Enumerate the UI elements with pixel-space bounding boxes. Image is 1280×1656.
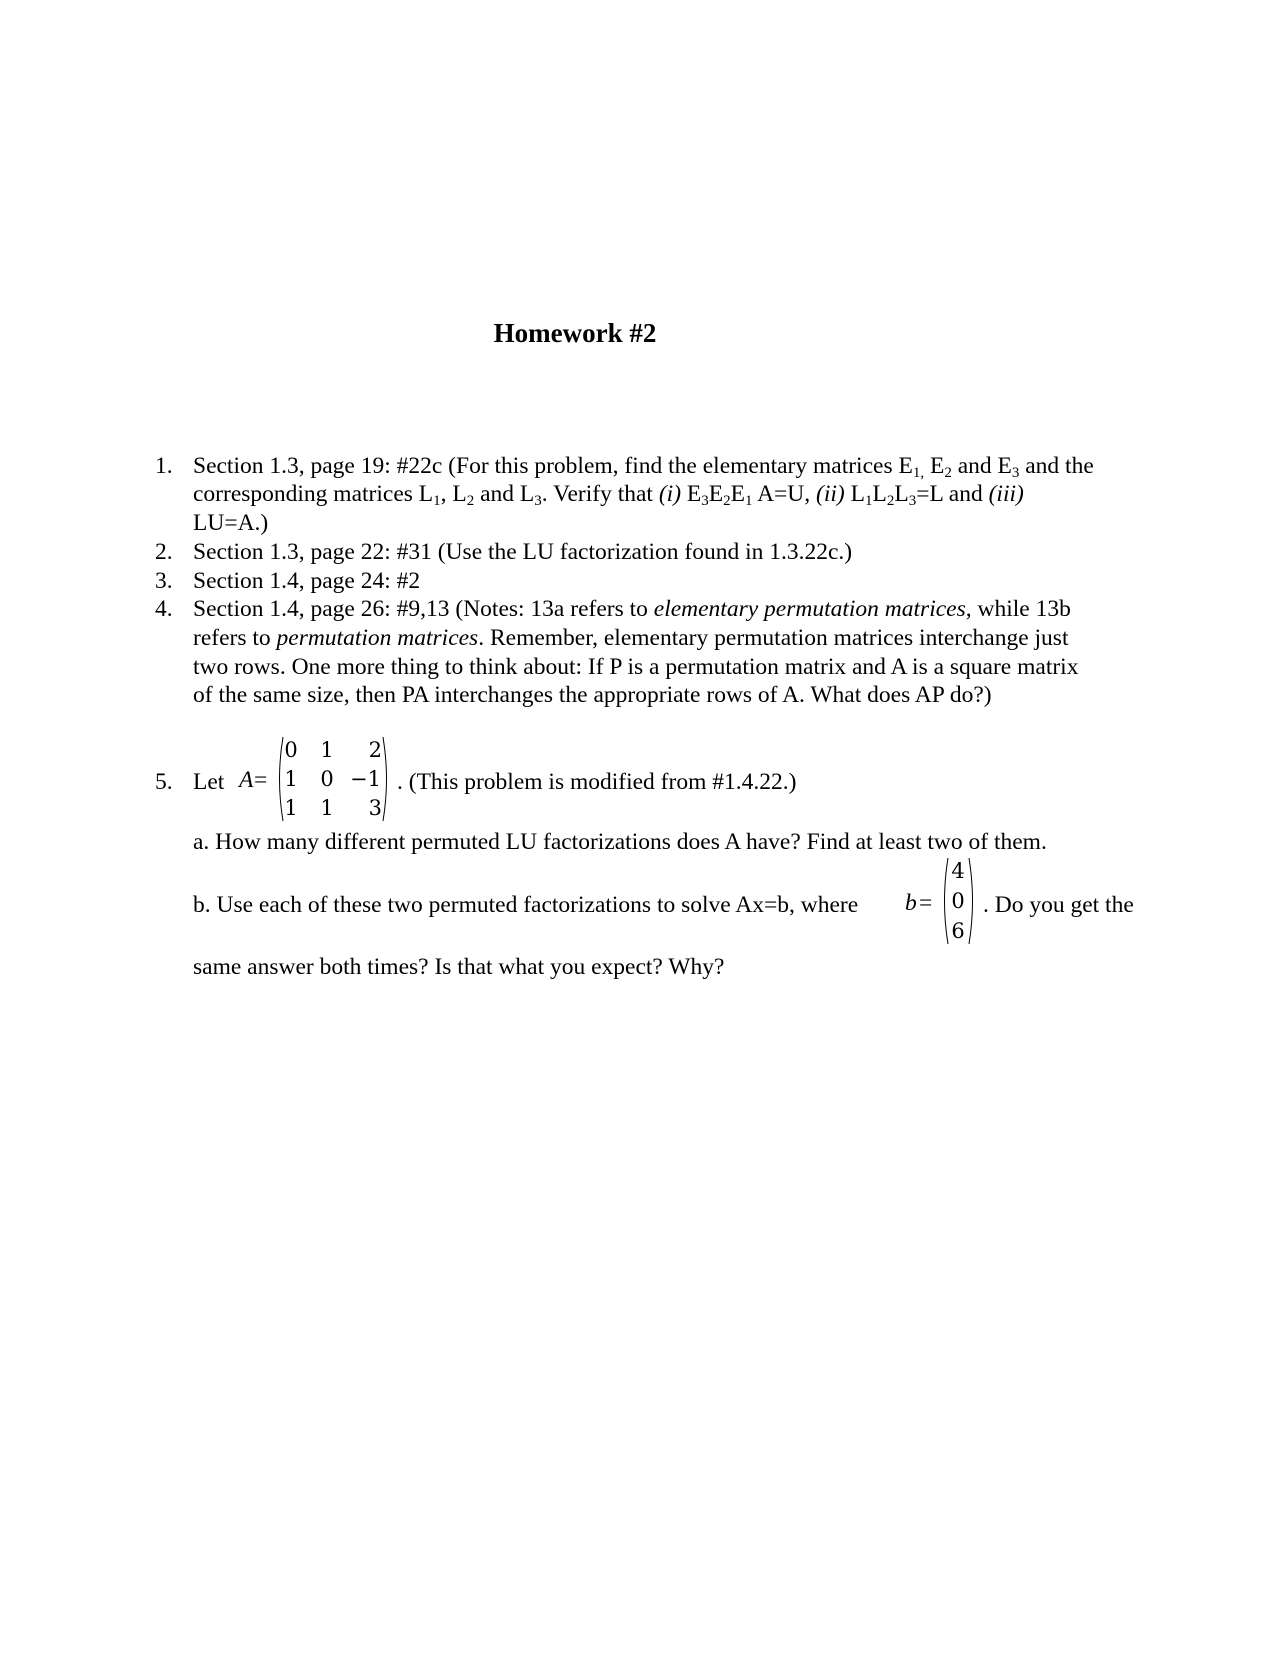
item-3-number: 3.: [155, 568, 173, 594]
vector-b: [940, 856, 976, 946]
item-5-part-b-2: . Do you get the: [983, 892, 1134, 918]
matrix-a-equals: =: [254, 767, 268, 793]
item-4-line-3: two rows. One more thing to think about: If P is a permutation matrix and A is a square matrix: [193, 654, 1079, 680]
matrix-a-cell: 2: [368, 738, 382, 762]
matrix-a-cell: 1: [284, 767, 298, 791]
matrix-a-cell: 0: [320, 767, 334, 791]
item-1-line-1: Section 1.3, page 19: #22c (For this problem, find the elementary matrices $E_{1,}$ $E_2$ and $E_3$ and the: [193, 453, 1094, 481]
item-4-number: 4.: [155, 596, 173, 622]
vector-b-name: b: [905, 890, 917, 916]
matrix-a-cell: 0: [284, 738, 298, 762]
item-1-line-3: LU=A.): [193, 510, 269, 536]
matrix-a-name: A: [239, 767, 254, 793]
item-5-part-b-3: same answer both times? Is that what you expect? Why?: [193, 954, 725, 980]
vector-b-right-paren: [967, 856, 977, 946]
vector-b-cell: 4: [951, 859, 965, 883]
item-5-part-b-1: b. Use each of these two permuted factorizations to solve Ax=b, where: [193, 892, 859, 918]
item-1-number: 1.: [155, 453, 173, 479]
matrix-a-right-paren: [381, 735, 391, 823]
item-5-after-matrix: . (This problem is modified from #1.4.22.): [397, 769, 797, 795]
item-5-number: 5.: [155, 769, 173, 795]
item-3-text: Section 1.4, page 24: #2: [193, 568, 421, 594]
matrix-a-cell: −1: [350, 767, 381, 791]
page-title: Homework #2: [493, 318, 657, 348]
item-5-part-a: a. How many different permuted LU factorizations does A have? Find at least two of them.: [193, 829, 1047, 855]
matrix-a-cell: 1: [284, 796, 298, 820]
matrix-a-cell: 3: [368, 796, 382, 820]
matrix-a: [275, 735, 391, 823]
item-1-line-2: corresponding matrices $L_1$, $L_2$ and $L_3$. Verify that (i) $E_3E_2E_1$ A=U, (ii) $L_1L_2L_3=L$ and (iii): [193, 481, 1024, 509]
vector-b-cell: 6: [951, 919, 965, 943]
item-4-line-4: of the same size, then PA interchanges the appropriate rows of A. What does AP do?): [193, 682, 992, 708]
item-2-text: Section 1.3, page 22: #31 (Use the LU factorization found in 1.3.22c.): [193, 539, 853, 565]
item-2-number: 2.: [155, 539, 173, 565]
vector-b-equals: =: [919, 890, 933, 916]
item-4-line-2: refers to permutation matrices. Remember, elementary permutation matrices interchange just: [193, 625, 1069, 651]
vector-b-cell: 0: [951, 889, 965, 913]
item-5-let: Let: [193, 769, 225, 795]
item-4-line-1: Section 1.4, page 26: #9,13 (Notes: 13a refers to elementary permutation matrices, while 13b: [193, 596, 1071, 622]
matrix-a-cell: 1: [320, 738, 334, 762]
matrix-a-cell: 1: [320, 796, 334, 820]
